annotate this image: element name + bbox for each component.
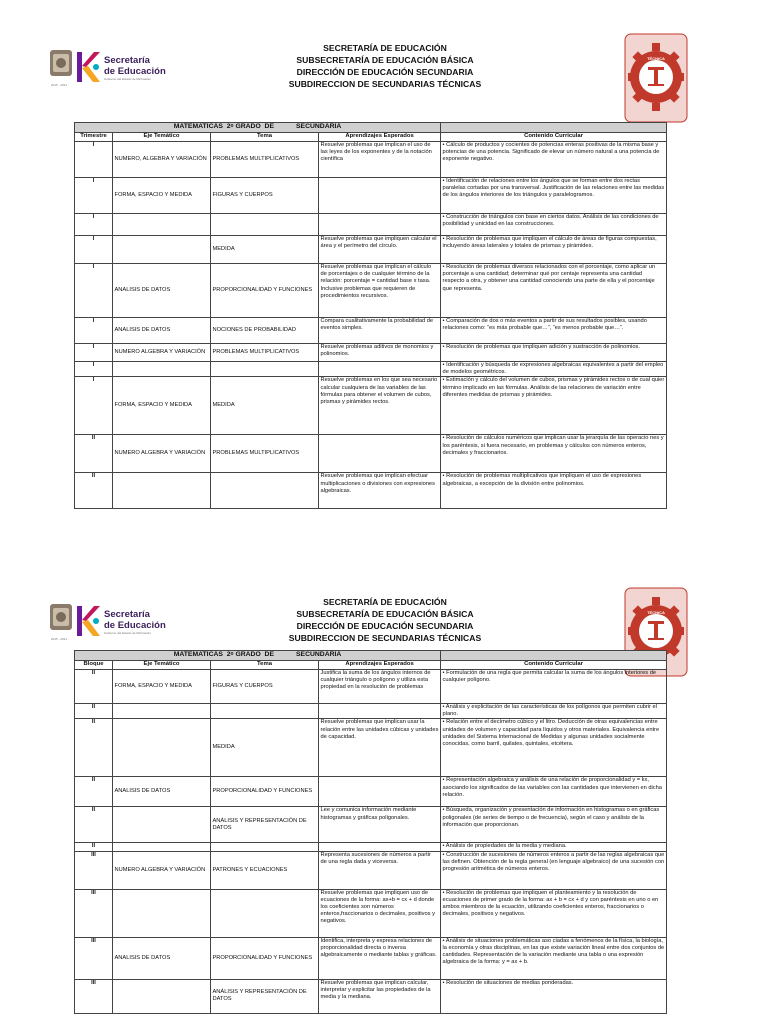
logo-years: 2015 - 2021 — [51, 83, 68, 87]
row-contenido: • Identificación y búsqueda de expresiones algebraicas equivalentes a partir del empleo de modelos geométricos. — [441, 362, 667, 377]
row-contenido: • Resolución de problemas multiplicativos que impliquen el uso de expresiones algebraicas, a excepción de la división entre polinomios. — [441, 473, 667, 509]
row-eje — [113, 807, 211, 843]
row-aprendizaje: Resuelve problemas que implican el cálculo de porcentajes o de cualquier término de la relación: porcentaje = cantidad base x tasa. Inclusive problemas que requieren de procedimientos recursivos. — [319, 264, 441, 318]
row-eje — [113, 236, 211, 264]
row-aprendizaje: Identifica, interpreta y expresa relaciones de proporcionalidad directa o inversa algebraicamente o mediante tablas y gráficas. — [319, 937, 441, 979]
row-period: II — [75, 473, 113, 509]
row-aprendizaje: Resuelve problemas en los que sea necesario calcular cualquiera de las variables de las fórmulas para obtener el volumen de cubos, prismas y pirámides rectos. — [319, 377, 441, 435]
header-line-4: SUBDIRECCION DE SECUNDARIAS TÉCNICAS — [288, 79, 482, 89]
row-contenido: • Búsqueda, organización y presentación de información en histogramas o en gráficas poligonales (de series de tiempo o de frecuencia), según el caso y análisis de la información que proporcionan. — [441, 807, 667, 843]
row-period: I — [75, 344, 113, 362]
table-row — [75, 178, 667, 214]
row-tema — [211, 362, 319, 377]
row-tema: PATRONES Y ECUACIONES — [211, 851, 319, 889]
col-header-contenido: Contenido Curricular — [441, 133, 667, 142]
secretaria-educacion-logo — [48, 46, 178, 94]
row-period: II — [75, 777, 113, 807]
row-eje: NUMERO ALGEBRA Y VARIACIÓN — [113, 435, 211, 473]
row-period: III — [75, 889, 113, 937]
row-period: II — [75, 670, 113, 704]
table-row — [75, 937, 667, 979]
row-period: I — [75, 214, 113, 236]
row-tema: PROPORCIONALIDAD Y FUNCIONES — [211, 264, 319, 318]
row-period: II — [75, 719, 113, 777]
education-k-icon — [77, 606, 100, 636]
row-aprendizaje: Resuelve problemas que impliquen uso de ecuaciones de la forma: ax+b = cx + d donde los coeficientes son números enteros,fraccionarios o decimales, positivos y negativos. — [319, 889, 441, 937]
row-contenido: • Resolución de problemas que impliquen el planteamiento y la resolución de ecuaciones de primer grado de la forma: ax + b = cx + d y con paréntesis en uno o en ambos miembros de la ecuación, utilizando coeficientes enteros, fraccionarios o decimales, positivos y negativos. — [441, 889, 667, 937]
gear-seal-icon — [625, 34, 687, 122]
row-eje: FORMA, ESPACIO Y MEDIDA — [113, 670, 211, 704]
row-aprendizaje — [319, 843, 441, 851]
state-seal-icon — [50, 604, 72, 630]
row-eje: NUMERO ALGEBRA Y VARIACIÓN — [113, 851, 211, 889]
row-period: II — [75, 843, 113, 851]
table-title-1: MATEMATICAS 2$^o$ GRADO DE SECUNDARIA — [75, 123, 441, 133]
row-contenido: • Análisis y explicitación de las características de los polígonos que permiten cubrir el plano. — [441, 704, 667, 719]
row-contenido: • Formulación de una regla que permita calcular la suma de los ángulos interiores de cualquier polígono. — [441, 670, 667, 704]
row-contenido: • Análisis de situaciones problemáticas aso ciadas a fenómenos de la física, la biología, la economía y otras disciplinas, en las que existe variación lineal entre dos conjuntos de cantidades. Representación de la variación mediante una tabla o una expresión algebraica de la forma: y = ax + b. — [441, 937, 667, 979]
row-tema: PROPORCIONALIDAD Y FUNCIONES — [211, 937, 319, 979]
row-aprendizaje — [319, 362, 441, 377]
row-contenido: • Construcción de sucesiones de números enteros a partir de las reglas algebraicas que las definen. Obtención de la regla general (en lenguaje algebraico) de una sucesión con progresión aritmética de números enteros. — [441, 851, 667, 889]
row-tema — [211, 843, 319, 851]
row-eje — [113, 473, 211, 509]
row-period: III — [75, 937, 113, 979]
logo-title-2: de Educación — [104, 620, 166, 631]
table-row — [75, 777, 667, 807]
header-line-2: SUBSECRETARÍA DE EDUCACIÓN BÁSICA — [296, 55, 474, 65]
logo-title-1: Secretaría — [104, 609, 150, 620]
col-header-eje: Eje Temático — [113, 133, 211, 142]
row-period: III — [75, 851, 113, 889]
row-period: I — [75, 318, 113, 344]
logo-title-1: Secretaría — [104, 55, 150, 66]
document-header — [220, 42, 550, 90]
seal-text: TÉCNICA — [647, 56, 665, 61]
table-row — [75, 719, 667, 777]
row-tema: ANÁLISIS Y REPRESENTACIÓN DE DATOS — [211, 807, 319, 843]
curriculum-table-2 — [74, 650, 667, 1014]
table-row — [75, 264, 667, 318]
table-row — [75, 473, 667, 509]
logo-title-2: de Educación — [104, 66, 166, 77]
row-aprendizaje — [319, 178, 441, 214]
row-tema: ANÁLISIS Y REPRESENTACIÓN DE DATOS — [211, 979, 319, 1013]
row-period: III — [75, 979, 113, 1013]
table-row — [75, 362, 667, 377]
row-aprendizaje: Compara cualitativamente la probabilidad de eventos simples. — [319, 318, 441, 344]
col-header-eje: Eje Temático — [113, 661, 211, 670]
col-header-tema: Tema — [211, 133, 319, 142]
row-aprendizaje — [319, 704, 441, 719]
row-eje — [113, 979, 211, 1013]
row-tema: PROBLEMAS MULTIPLICATIVOS — [211, 142, 319, 178]
row-contenido: • Resolución de problemas que impliquen adición y sustracción de polinomios. — [441, 344, 667, 362]
row-eje: NUMERO ALGEBRA Y VARIACIÓN — [113, 344, 211, 362]
row-aprendizaje: Justifica la suma de los ángulos internos de cualquier triángulo o polígono y utiliza esta propiedad en la resolución de problemas — [319, 670, 441, 704]
row-tema: NOCIONES DE PROBABILIDAD — [211, 318, 319, 344]
row-tema: PROPORCIONALIDAD Y FUNCIONES — [211, 777, 319, 807]
row-contenido: • Análisis de propiedades de la media y mediana. — [441, 843, 667, 851]
col-header-aprendizajes: Aprendizajes Esperados — [319, 133, 441, 142]
seal-text: TÉCNICA — [647, 610, 665, 615]
row-eje: ANALISIS DE DATOS — [113, 318, 211, 344]
row-tema — [211, 473, 319, 509]
row-tema: FIGURAS Y CUERPOS — [211, 178, 319, 214]
row-contenido: • Estimación y cálculo del volumen de cubos, prismas y pirámides rectos o de cual quier término implicado en las fórmulas. Análisis de las relaciones de variación entre diferentes medidas de prismas y pirámides. — [441, 377, 667, 435]
row-contenido: • Resolución de problemas que impliquen el cálculo de áreas de figuras compuestas, incluyendo áreas laterales y totales de prismas y pirámides. — [441, 236, 667, 264]
table-row — [75, 889, 667, 937]
row-period: I — [75, 142, 113, 178]
document-page-2 — [0, 582, 768, 1024]
table-row — [75, 236, 667, 264]
col-header-aprendizajes: Aprendizajes Esperados — [319, 661, 441, 670]
row-tema — [211, 889, 319, 937]
row-eje: FORMA, ESPACIO Y MEDIDA — [113, 178, 211, 214]
row-eje: ANALISIS DE DATOS — [113, 264, 211, 318]
header-line-4: SUBDIRECCION DE SECUNDARIAS TÉCNICAS — [288, 633, 482, 643]
row-period: II — [75, 435, 113, 473]
row-period: I — [75, 362, 113, 377]
tecnica-gear-seal — [624, 33, 688, 123]
row-tema: FIGURAS Y CUERPOS — [211, 670, 319, 704]
row-period: II — [75, 704, 113, 719]
row-aprendizaje: Resuelve problemas que implican usar la relación entre las unidades cúbicas y unidades de capacidad. — [319, 719, 441, 777]
row-period: II — [75, 807, 113, 843]
row-contenido: • Comparación de dos o más eventos a partir de sus resultados posibles, usando relaciones como: “es más probable que…”, “es menos probable que…”. — [441, 318, 667, 344]
row-tema — [211, 214, 319, 236]
row-aprendizaje — [319, 214, 441, 236]
col-header-tema: Tema — [211, 661, 319, 670]
curriculum-table-1 — [74, 122, 667, 509]
education-k-icon — [77, 52, 100, 82]
header-line-1: SECRETARÍA DE EDUCACIÓN — [323, 597, 447, 607]
row-eje: ANALISIS DE DATOS — [113, 937, 211, 979]
logo-years: 2015 - 2021 — [51, 637, 68, 641]
row-tema: MEDIDA — [211, 236, 319, 264]
row-aprendizaje — [319, 777, 441, 807]
row-contenido: • Resolución de cálculos numéricos que implican usar la jerarquía de las operacio nes y los paréntesis, si fuera necesario, en problemas y cálculos con números enteros, decimales y fraccionarios. — [441, 435, 667, 473]
row-tema: MEDIDA — [211, 719, 319, 777]
state-seal-icon — [50, 50, 72, 76]
row-tema: PROBLEMAS MULTIPLICATIVOS — [211, 344, 319, 362]
table-row — [75, 318, 667, 344]
row-contenido: • Cálculo de productos y cocientes de potencias enteras positivas de la misma base y potencias de una potencia. Significado de elevar un número natural a una potencia de exponente negativo. — [441, 142, 667, 178]
col-header-contenido: Contenido Curricular — [441, 661, 667, 670]
table-title-2: MATEMATICAS 2$^o$ GRADO DE SECUNDARIA — [75, 651, 441, 661]
row-period: I — [75, 377, 113, 435]
col-header-trimestre: Trimestre — [75, 133, 113, 142]
row-eje — [113, 362, 211, 377]
row-contenido: • Construcción de triángulos con base en ciertos datos. Análisis de las condiciones de posibilidad y unicidad en las construcciones. — [441, 214, 667, 236]
row-period: I — [75, 178, 113, 214]
row-tema: PROBLEMAS MULTIPLICATIVOS — [211, 435, 319, 473]
row-eje: ANALISIS DE DATOS — [113, 777, 211, 807]
table-row — [75, 979, 667, 1013]
table-row — [75, 851, 667, 889]
row-eje — [113, 214, 211, 236]
document-page-1 — [0, 28, 768, 526]
row-eje — [113, 889, 211, 937]
row-eje: FORMA, ESPACIO Y MEDIDA — [113, 377, 211, 435]
row-eje: NUMERO, ALGEBRA Y VARIACIÓN — [113, 142, 211, 178]
row-aprendizaje: Lee y comunica información mediante histogramas y gráficas poligonales. — [319, 807, 441, 843]
secretaria-educacion-logo — [48, 600, 178, 648]
logo-subtitle: Gobierno del Estado de Michoacán — [104, 77, 151, 81]
table-row — [75, 214, 667, 236]
logo-subtitle: Gobierno del Estado de Michoacán — [104, 631, 151, 635]
table-row — [75, 704, 667, 719]
table-row — [75, 344, 667, 362]
row-tema: MEDIDA — [211, 377, 319, 435]
header-line-1: SECRETARÍA DE EDUCACIÓN — [323, 43, 447, 53]
row-aprendizaje: Resuelve problemas que implican calcular, interpretar y explicitar las propiedades de la media y la mediana. — [319, 979, 441, 1013]
row-contenido: • Resolución de problemas diversos relacionados con el porcentaje, como aplicar un porcentaje a una cantidad; determinar qué por centaje representa una cantidad respecto a otra, y obtener una cantidad conociendo una parte de ella y el porcentaje que representa. — [441, 264, 667, 318]
row-contenido: • Representación algebraica y análisis de una relación de proporcionalidad y = kx, asociando los significados de las variables con las cantidades que intervienen en dicha relación. — [441, 777, 667, 807]
table-row — [75, 843, 667, 851]
document-header — [220, 596, 550, 644]
row-period: I — [75, 264, 113, 318]
row-contenido: • Identificación de relaciones entre los ángulos que se forman entre dos rectas paralelas cortadas por una transversal. Justificación de las relaciones entre las medidas de los ángulos interiores de los triángulos y paralelogramos. — [441, 178, 667, 214]
row-contenido: • Relación entre el decímetro cúbico y el litro. Deducción de otras equivalencias entre unidades de volumen y capacidad para líquidos y otros materiales. Equivalencia entre unidades del Sistema Internacional de Medidas y algunas unidades socialmente conocidas, como barril, quilates, quintales, etcétera. — [441, 719, 667, 777]
header-line-3: DIRECCIÓN DE EDUCACIÓN SECUNDARIA — [296, 67, 474, 77]
table-row — [75, 670, 667, 704]
row-aprendizaje — [319, 435, 441, 473]
col-header-bloque: Bloque — [75, 661, 113, 670]
row-eje — [113, 843, 211, 851]
row-contenido: • Resolución de situaciones de medias ponderadas. — [441, 979, 667, 1013]
header-line-2: SUBSECRETARÍA DE EDUCACIÓN BÁSICA — [296, 609, 474, 619]
header-line-3: DIRECCIÓN DE EDUCACIÓN SECUNDARIA — [296, 621, 474, 631]
table-row — [75, 435, 667, 473]
row-aprendizaje: Resuelve problemas aditivos de monomios y polinomios. — [319, 344, 441, 362]
table-row — [75, 142, 667, 178]
row-period: I — [75, 236, 113, 264]
row-eje — [113, 704, 211, 719]
table-row — [75, 377, 667, 435]
row-eje — [113, 719, 211, 777]
row-tema — [211, 704, 319, 719]
row-aprendizaje: Resuelve problemas que implican efectuar multiplicaciones o divisiones con expresiones algebraicas. — [319, 473, 441, 509]
row-aprendizaje: Resuelve problemas que impliquen calcular el área y el perímetro del círculo. — [319, 236, 441, 264]
row-aprendizaje: Representa sucesiones de números a partir de una regla dada y viceversa. — [319, 851, 441, 889]
table-row — [75, 807, 667, 843]
row-aprendizaje: Resuelve problemas que implican el uso de las leyes de los exponentes y de la notación científica — [319, 142, 441, 178]
